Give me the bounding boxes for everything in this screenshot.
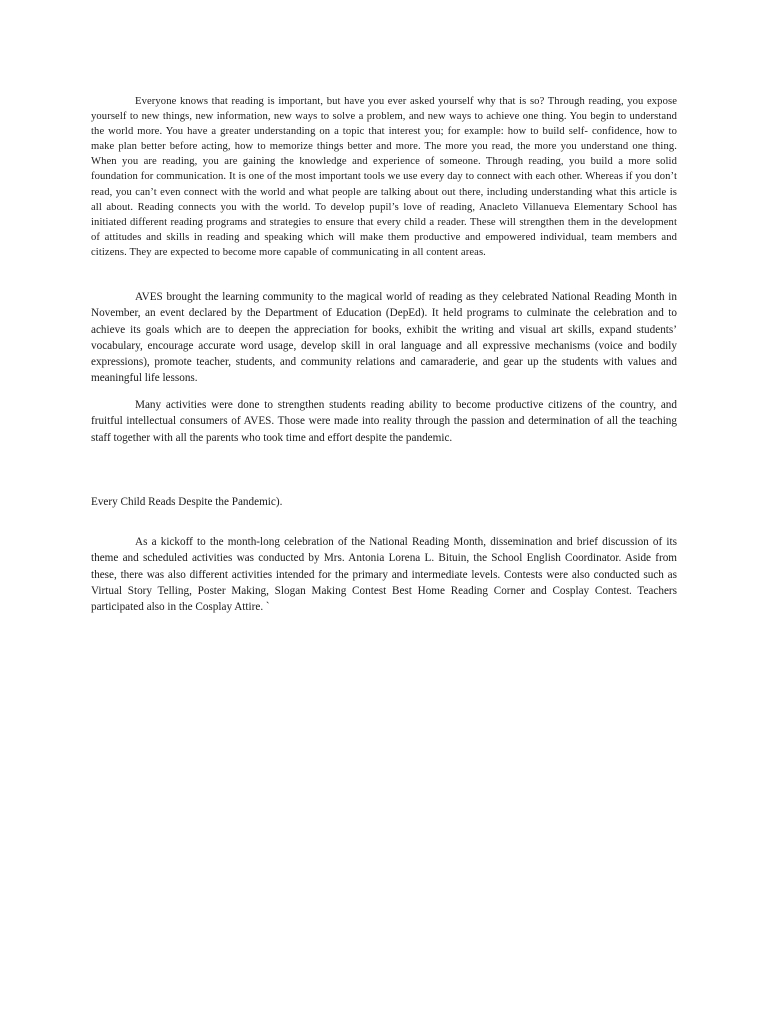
- paragraph-activities: Many activities were done to strengthen students reading ability to become productive citizens of the country, and fruitful intellectual consumers of AVES. Those were made into reality through the passion and determination of all the teaching staff together with all the parents who took time and effort despite the pandemic.: [91, 399, 677, 444]
- paragraph-aves-celebration: AVES brought the learning community to the magical world of reading as they celebrated National Reading Month in November, an event declared by the Department of Education (DepEd). It held programs to culminate the celebration and to achieve its goals which are to deepen the appreciation for books, exhibit the writing and visual art skills, expand students’ vocabulary, encourage accurate word usage, develop skill in oral language and all expressive mechanisms (voice and bodily expressions), promote teacher, students, and community relations and camaraderie, and gear up the students with values and meaningful life lessons.: [91, 291, 677, 385]
- theme-line: Every Child Reads Despite the Pandemic).: [91, 496, 283, 508]
- paragraph-intro: Everyone knows that reading is important, but have you ever asked yourself why that is so? Through reading, you expose yourself to new things, new information, new ways to solve a problem, and new ways to achieve one thing. You begin to understand the world more. You have a greater understanding on a topic that interest you; for example: how to build self- confidence, how to make plan better before acting, how to memorize things better and more. The more you read, the more you understand one thing. When you are reading, you are gaining the knowledge and experience of someone. Through reading, you build a more solid foundation for communication. It is one of the most important tools we use every day to connect with each other. Whereas if you don’t read, you can’t even connect with the world and what people are talking about out there, including understanding what this article is all about. Reading connects you with the world. To develop pupil’s love of reading, Anacleto Villanueva Elementary School has initiated different reading programs and strategies to ensure that every child a reader. These will strengthen them in the development of attitudes and skills in reading and speaking which will make them productive and empowered individual, team members and citizens. They are expected to become more capable of communicating in all content areas.: [91, 96, 677, 258]
- paragraph-kickoff: As a kickoff to the month-long celebration of the National Reading Month, dissemination and brief discussion of its theme and scheduled activities was conducted by Mrs. Antonia Lorena L. Bituin, the School English Coordinator. Aside from these, there was also different activities intended for the primary and intermediate levels. Contests were also conducted such as Virtual Story Telling, Poster Making, Slogan Making Contest Best Home Reading Corner and Cosplay Contest. Teachers participated also in the Cosplay Attire. `: [91, 536, 677, 614]
